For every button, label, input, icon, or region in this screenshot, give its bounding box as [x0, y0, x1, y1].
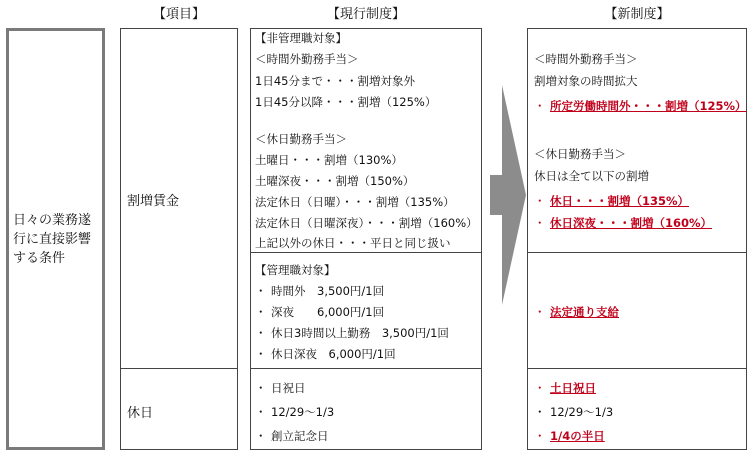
- item-holidays-label: 休日: [127, 406, 154, 421]
- current-holiday-day: ・ 創立記念日: [255, 429, 329, 443]
- condition-box: [6, 28, 105, 450]
- current-holiday-line: 土曜深夜・・・割増（150%）: [255, 174, 415, 188]
- new-managerial-item: ・ 法定通り支給: [534, 305, 619, 319]
- current-overtime-heading: ＜時間外勤務手当＞: [255, 52, 359, 66]
- new-holiday-day: ・ 12/29～1/3: [534, 405, 614, 419]
- current-holiday-line: 上記以外の休日・・・平日と同じ扱い: [255, 236, 451, 250]
- current-holiday-heading: ＜休日勤務手当＞: [255, 132, 347, 146]
- current-managerial-cell: [250, 252, 482, 369]
- item-holidays-cell: [120, 368, 238, 450]
- new-overtime-text: 割増対象の時間拡大: [534, 74, 638, 88]
- current-holiday-line: 土曜日・・・割増（130%）: [255, 153, 403, 167]
- current-holiday-line: 法定休日（日曜）・・・割増（135%）: [255, 195, 455, 209]
- current-holiday-line: 法定休日（日曜深夜）・・・割増（160%）: [255, 216, 478, 230]
- new-holiday-item: ・ 休日深夜・・・割増（160%）: [534, 216, 713, 230]
- current-overtime-line: 1日45分以降・・・割増（125%）: [255, 95, 437, 109]
- new-holiday-text: 休日は全て以下の割増: [534, 169, 649, 183]
- current-overtime-line: 1日45分まで・・・割増対象外: [255, 74, 415, 88]
- current-managerial-item: ・ 休日3時間以上勤務 3,500円/1回: [255, 326, 449, 340]
- condition-label: 日々の業務遂行に直接影響する条件: [13, 213, 92, 266]
- new-overtime-heading: ＜時間外勤務手当＞: [534, 52, 638, 66]
- new-holiday-day: ・ 1/4の半日: [534, 429, 605, 443]
- item-wages-cell: [120, 28, 238, 369]
- current-non-managerial-cell: [250, 28, 482, 253]
- new-holiday-heading: ＜休日勤務手当＞: [534, 147, 626, 161]
- new-managerial-cell: [527, 252, 747, 369]
- current-managerial-item: ・ 深夜 6,000円/1回: [255, 305, 385, 319]
- current-holiday-day: ・ 日祝日: [255, 381, 306, 395]
- new-holiday-item: ・ 休日・・・割増（135%）: [534, 194, 690, 208]
- new-holidays-cell: [527, 368, 747, 450]
- new-overtime-item: ・ 所定労働時間外・・・割増（125%）: [534, 99, 747, 113]
- current-non-managerial-heading: 【非管理職対象】: [255, 31, 347, 45]
- header-item: 【項目】: [152, 7, 205, 22]
- header-current: 【現行制度】: [326, 7, 405, 22]
- arrow-shape: [490, 85, 526, 305]
- transition-arrow: [490, 85, 526, 305]
- header-new: 【新制度】: [604, 7, 670, 22]
- current-holiday-day: ・ 12/29～1/3: [255, 405, 335, 419]
- new-holiday-day: ・ 土日祝日: [534, 381, 596, 395]
- current-managerial-item: ・ 時間外 3,500円/1回: [255, 284, 385, 298]
- current-managerial-heading: 【管理職対象】: [255, 263, 336, 277]
- item-wages-label: 割増賃金: [127, 194, 180, 209]
- current-holidays-cell: [250, 368, 482, 450]
- current-managerial-item: ・ 休日深夜 6,000円/1回: [255, 347, 396, 361]
- new-non-managerial-cell: [527, 28, 747, 253]
